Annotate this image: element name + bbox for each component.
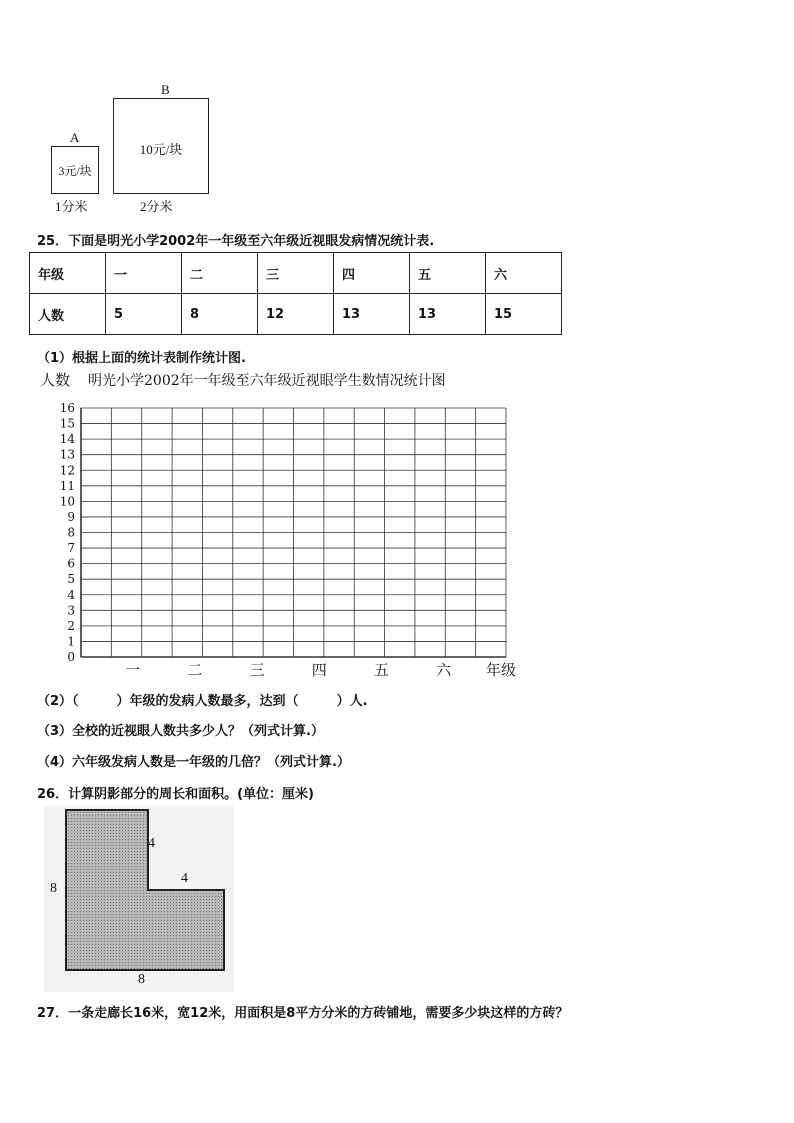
- x-tick-label: 一: [125, 661, 141, 679]
- square-b-price: 10元/块: [139, 142, 183, 157]
- y-tick-label: 12: [59, 463, 75, 478]
- table-cell: 三: [258, 253, 334, 294]
- y-tick-label: 2: [67, 618, 75, 633]
- table-cell: 13: [410, 294, 486, 335]
- sub2-part-c: ）人.: [336, 694, 368, 709]
- statistics-table: [29, 252, 562, 335]
- y-tick-label: 16: [59, 401, 75, 415]
- table-cell: 六: [486, 253, 562, 294]
- table-cell: 5: [106, 294, 182, 335]
- x-tick-label: 四: [311, 661, 327, 679]
- table-cell: 一: [106, 253, 182, 294]
- y-tick-label: 14: [59, 432, 75, 447]
- y-tick-label: 1: [67, 634, 75, 649]
- question-25-sub4: （4）六年级发病人数是一年级的几倍？（列式计算.）: [37, 755, 350, 770]
- y-tick-label: 9: [67, 509, 75, 524]
- y-tick-label: 13: [59, 447, 75, 462]
- y-tick-label: 11: [59, 478, 75, 493]
- y-tick-label: 0: [67, 650, 75, 664]
- table-cell: 五: [410, 253, 486, 294]
- sub2-part-b: ）年级的发病人数最多，达到（: [116, 694, 299, 709]
- y-tick-label: 4: [67, 587, 75, 602]
- y-tick-label: 7: [67, 541, 75, 556]
- x-tick-label: 二: [187, 661, 203, 679]
- x-tick-label: 六: [436, 661, 452, 679]
- question-25-sub1: （1）根据上面的统计表制作统计图.: [37, 351, 246, 366]
- chart-xlabel: 年级: [486, 661, 517, 679]
- table-cell: 13: [334, 294, 410, 335]
- y-tick-label: 6: [67, 556, 75, 571]
- table-header-count: 人数: [30, 294, 106, 335]
- square-b-label: B: [161, 82, 170, 97]
- bar-chart-grid: [30, 366, 530, 684]
- question-25-sub3: （3）全校的近视眼人数共多少人？（列式计算.）: [37, 724, 324, 739]
- y-tick-label: 10: [59, 494, 75, 509]
- y-tick-label: 8: [67, 525, 75, 540]
- square-b: [113, 98, 209, 194]
- table-cell: 12: [258, 294, 334, 335]
- y-tick-label: 5: [67, 572, 75, 587]
- y-tick-label: 15: [59, 416, 75, 431]
- dim-top-right: 4: [148, 836, 155, 851]
- question-26-title: 26．计算阴影部分的周长和面积。(单位：厘米): [37, 787, 314, 802]
- question-27-title: 27．一条走廊长16米，宽12米，用面积是8平方分米的方砖铺地，需要多少块这样的方砖？: [37, 1006, 569, 1021]
- question-25-title: 25．下面是明光小学2002年一年级至六年级近视眼发病情况统计表.: [37, 234, 435, 249]
- table-cell: 二: [182, 253, 258, 294]
- chart-ylabel: 人数: [40, 371, 71, 389]
- x-tick-label: 五: [374, 661, 390, 679]
- square-a-label: A: [70, 130, 80, 145]
- x-tick-label: 三: [249, 661, 265, 679]
- square-b-size: 2分米: [140, 199, 173, 214]
- question-25-sub2: [37, 690, 368, 709]
- table-header-grade: 年级: [30, 253, 106, 294]
- sub2-part-a: （2）（: [37, 694, 79, 709]
- square-a: [51, 146, 99, 194]
- y-tick-label: 3: [67, 603, 75, 618]
- square-a-price: 3元/块: [58, 163, 92, 178]
- dim-step: 4: [181, 871, 188, 886]
- dim-left: 8: [50, 881, 57, 896]
- dim-bottom: 8: [138, 972, 145, 987]
- l-shape-figure: [44, 806, 234, 992]
- table-cell: 15: [486, 294, 562, 335]
- table-cell: 四: [334, 253, 410, 294]
- table-row: [30, 294, 562, 335]
- square-a-size: 1分米: [55, 199, 88, 214]
- table-cell: 8: [182, 294, 258, 335]
- chart-title: 明光小学2002年一年级至六年级近视眼学生数情况统计图: [88, 373, 446, 389]
- table-row: [30, 253, 562, 294]
